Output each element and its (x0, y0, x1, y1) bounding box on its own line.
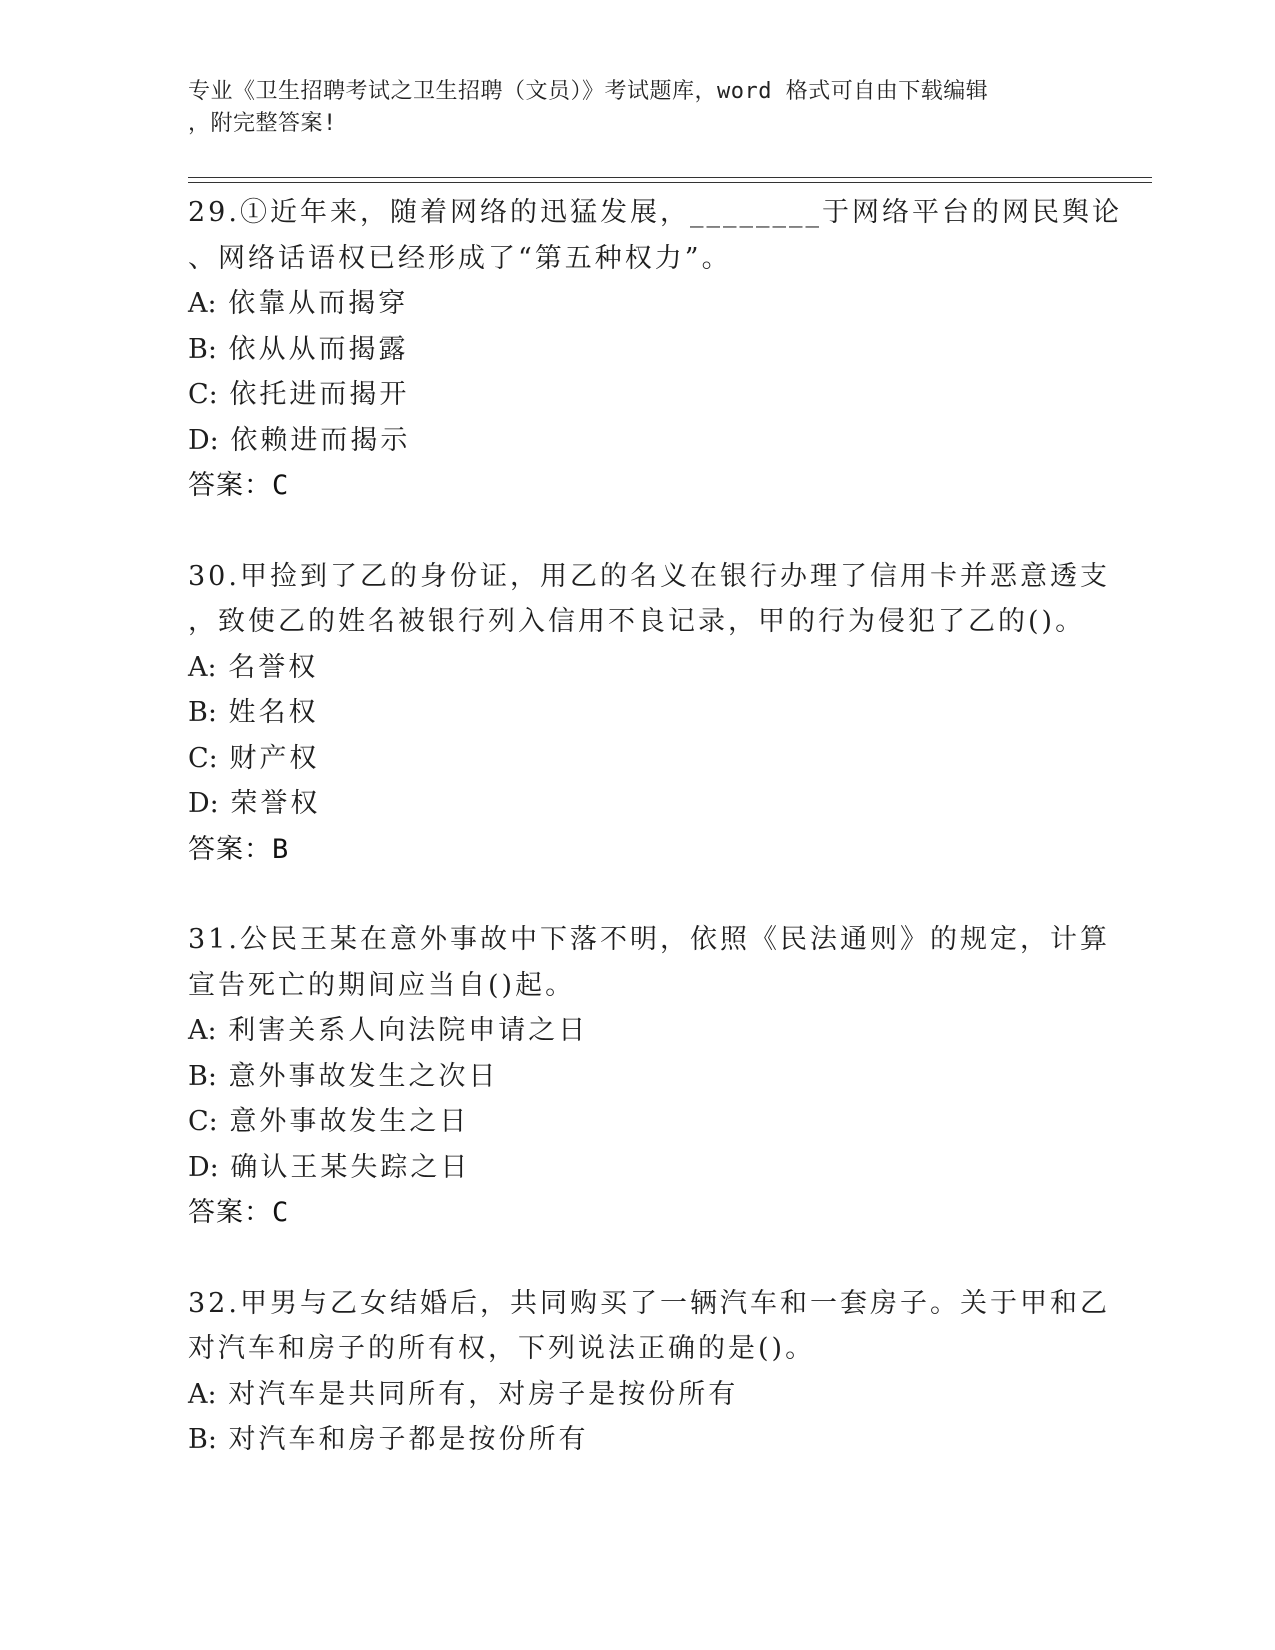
option-b (188, 327, 1088, 373)
document-header (188, 76, 1068, 140)
option-letter: C: (188, 1106, 218, 1137)
option-b (188, 1054, 1088, 1100)
question-30 (188, 554, 1110, 873)
option-b (188, 1417, 1088, 1463)
option-b (188, 690, 1088, 736)
question-stem-line: 、网络话语权已经形成了“第五种权力”。 (188, 242, 732, 274)
question-list (188, 190, 1122, 1508)
option-d (188, 781, 1088, 827)
option-letter: A: (188, 1378, 217, 1410)
option-d (188, 1145, 1088, 1191)
option-c (188, 736, 1088, 782)
question-stem-line: 31.公民王某在意外事故中下落不明，依照《民法通则》的规定，计算 (188, 924, 1110, 955)
option-letter: D: (188, 788, 219, 819)
question-stem-line: 对汽车和房子的所有权，下列说法正确的是()。 (188, 1333, 816, 1364)
option-a (188, 281, 1088, 327)
option-text: 依从从而揭露 (228, 333, 409, 365)
option-a (188, 645, 1088, 691)
option-d (188, 418, 1088, 464)
question-stem-line: 30.甲捡到了乙的身份证，用乙的名义在银行办理了信用卡并恶意透支 (188, 560, 1110, 592)
option-text: 对汽车和房子都是按份所有 (228, 1424, 589, 1455)
option-text: 依靠从而揭穿 (228, 288, 409, 319)
question-29 (188, 190, 1122, 509)
option-letter: D: (188, 424, 219, 456)
answer-value: B (272, 833, 290, 865)
option-letter: B: (188, 333, 217, 365)
question-stem-line: ，致使乙的姓名被银行列入信用不良记录，甲的行为侵犯了乙的()。 (188, 606, 1086, 637)
option-a (188, 1008, 1088, 1054)
option-letter: C: (188, 379, 218, 410)
option-letter: B: (188, 697, 217, 728)
option-text: 依赖进而揭示 (230, 424, 411, 456)
option-letter: B: (188, 1060, 217, 1092)
option-letter: D: (188, 1151, 219, 1183)
question-stem-line: 32.甲男与乙女结婚后，共同购买了一辆汽车和一套房子。关于甲和乙 (188, 1287, 1110, 1319)
answer-label: 答案： (188, 833, 272, 865)
answer-line (188, 1190, 1088, 1236)
option-text: 荣誉权 (230, 788, 321, 819)
header-divider-bottom (188, 182, 1152, 183)
answer-value: C (272, 1197, 290, 1228)
question-stem-line: 29.①近年来，随着网络的迅猛发展，________于网络平台的网民舆论 (188, 197, 1122, 228)
option-text: 对汽车是共同所有，对房子是按份所有 (228, 1378, 739, 1410)
option-text: 意外事故发生之日 (229, 1106, 470, 1137)
answer-label: 答案： (188, 470, 272, 501)
answer-line (188, 827, 1088, 873)
header-divider-top (188, 177, 1152, 178)
option-text: 确认王某失踪之日 (230, 1151, 471, 1183)
option-text: 姓名权 (228, 697, 319, 728)
option-text: 名誉权 (228, 651, 319, 683)
option-a (188, 1372, 1088, 1418)
answer-line (188, 463, 1088, 509)
option-text: 依托进而揭开 (229, 379, 410, 410)
option-letter: B: (188, 1424, 217, 1455)
option-text: 意外事故发生之次日 (228, 1060, 499, 1092)
question-32 (188, 1281, 1110, 1463)
option-text: 利害关系人向法院申请之日 (228, 1015, 589, 1046)
option-c (188, 1099, 1088, 1145)
answer-label: 答案： (188, 1197, 272, 1228)
header-line-2: ，附完整答案! (188, 111, 337, 136)
answer-value: C (272, 470, 290, 501)
option-letter: A: (188, 288, 217, 319)
option-letter: A: (188, 651, 217, 683)
option-letter: C: (188, 742, 218, 774)
question-31 (188, 917, 1110, 1236)
question-stem-line: 宣告死亡的期间应当自()起。 (188, 969, 576, 1001)
option-letter: A: (188, 1015, 217, 1046)
option-c (188, 372, 1088, 418)
header-line-1: 专业《卫生招聘考试之卫生招聘（文员）》考试题库，word 格式可自由下载编辑 (188, 79, 989, 104)
option-text: 财产权 (229, 742, 320, 774)
